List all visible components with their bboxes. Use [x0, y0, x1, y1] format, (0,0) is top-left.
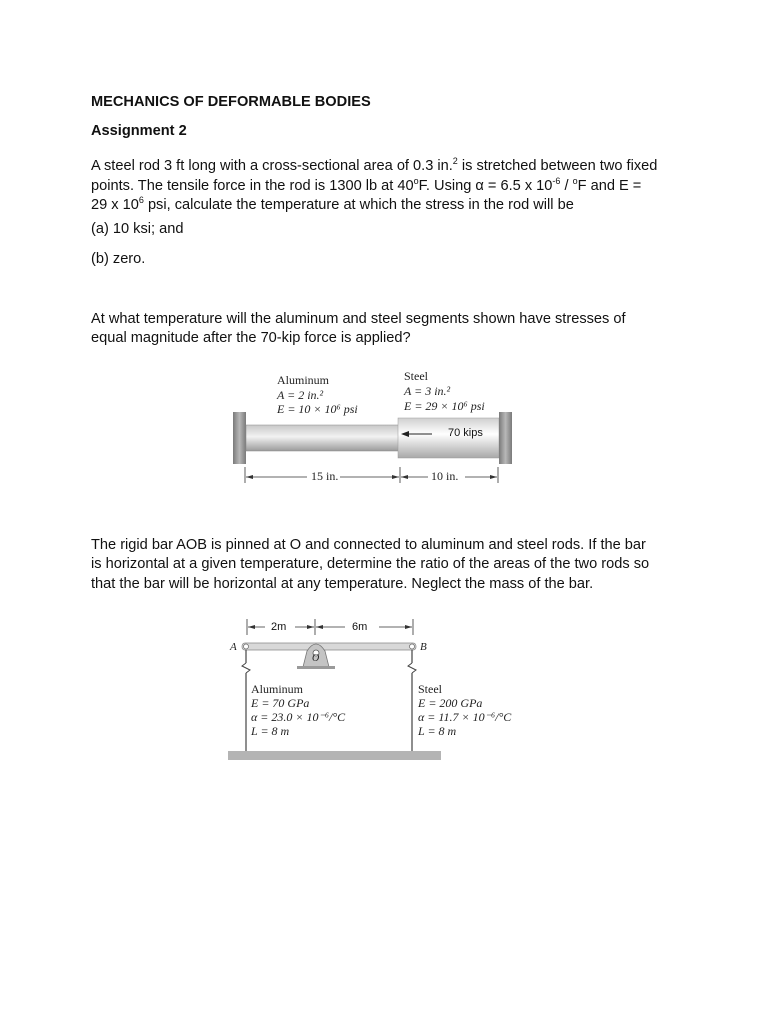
point-a-label: A — [230, 641, 237, 653]
aluminum-label: Aluminum — [277, 373, 330, 387]
dimension-2m-label: 2m — [271, 621, 287, 633]
point-o-label: O — [312, 653, 320, 664]
steel-rod-modulus: E = 200 GPa — [418, 696, 483, 710]
problem-3-line-1: The rigid bar AOB is pinned at O and connected to aluminum and steel rods. If the bar — [91, 537, 646, 553]
ground-base — [228, 751, 441, 760]
force-label: 70 kips — [448, 427, 483, 439]
problem-1-line-2: points. The tensile force in the rod is 1300 lb at 40$^o$F. Using α = 6.5 x $10^{-6} / ^oF$ and E = — [91, 176, 642, 194]
right-wall — [499, 412, 512, 464]
problem-3-line-3: that the bar will be horizontal at any temperature. Neglect the mass of the bar. — [91, 576, 594, 592]
assignment-heading: Assignment 2 — [91, 123, 187, 139]
document-title: MECHANICS OF DEFORMABLE BODIES — [91, 94, 371, 110]
left-wall — [233, 412, 246, 464]
steel-modulus: E = 29 × 10⁶ psi — [404, 399, 485, 413]
steel-area: A = 3 in.² — [404, 384, 451, 398]
rigid-bar-figure — [225, 615, 535, 765]
problem-1-part-b: (b) zero. — [91, 251, 146, 267]
aluminum-modulus: E = 10 × 10⁶ psi — [277, 402, 358, 416]
aluminum-rod-label: Aluminum — [251, 682, 304, 696]
steel-rod-alpha: α = 11.7 × 10⁻⁶/°C — [418, 710, 512, 724]
problem-3-line-2: is horizontal at a given temperature, determine the ratio of the areas of the two rods so — [91, 556, 650, 572]
aluminum-rod-length: L = 8 m — [251, 724, 290, 738]
problem-2-line-2: equal magnitude after the 70-kip force is applied? — [91, 330, 411, 346]
steel-rod-length: L = 8 m — [418, 724, 457, 738]
dimension-10in-label: 10 in. — [431, 469, 459, 483]
problem-1-part-a: (a) 10 ksi; and — [91, 221, 184, 237]
aluminum-area: A = 2 in.² — [277, 388, 324, 402]
steel-rod-label: Steel — [418, 682, 442, 696]
aluminum-segment — [246, 425, 401, 451]
problem-2-line-1: At what temperature will the aluminum and steel segments shown have stresses of — [91, 311, 626, 327]
aluminum-rod-alpha: α = 23.0 × 10⁻⁶/°C — [251, 710, 346, 724]
aluminum-rod-modulus: E = 70 GPa — [251, 696, 310, 710]
dimension-15in-label: 15 in. — [311, 469, 339, 483]
problem-1-line-1: A steel rod 3 ft long with a cross-sectional area of 0.3 in.$^2$ is stretched between two fixed — [91, 156, 658, 174]
point-b-label: B — [420, 641, 427, 653]
composite-bar-figure — [225, 365, 525, 490]
steel-label: Steel — [404, 369, 428, 383]
dimension-6m-label: 6m — [352, 621, 368, 633]
problem-1-line-3: 29 x $10^6$ psi, calculate the temperature at which the stress in the rod will be — [91, 195, 574, 213]
rigid-bar — [242, 643, 416, 650]
